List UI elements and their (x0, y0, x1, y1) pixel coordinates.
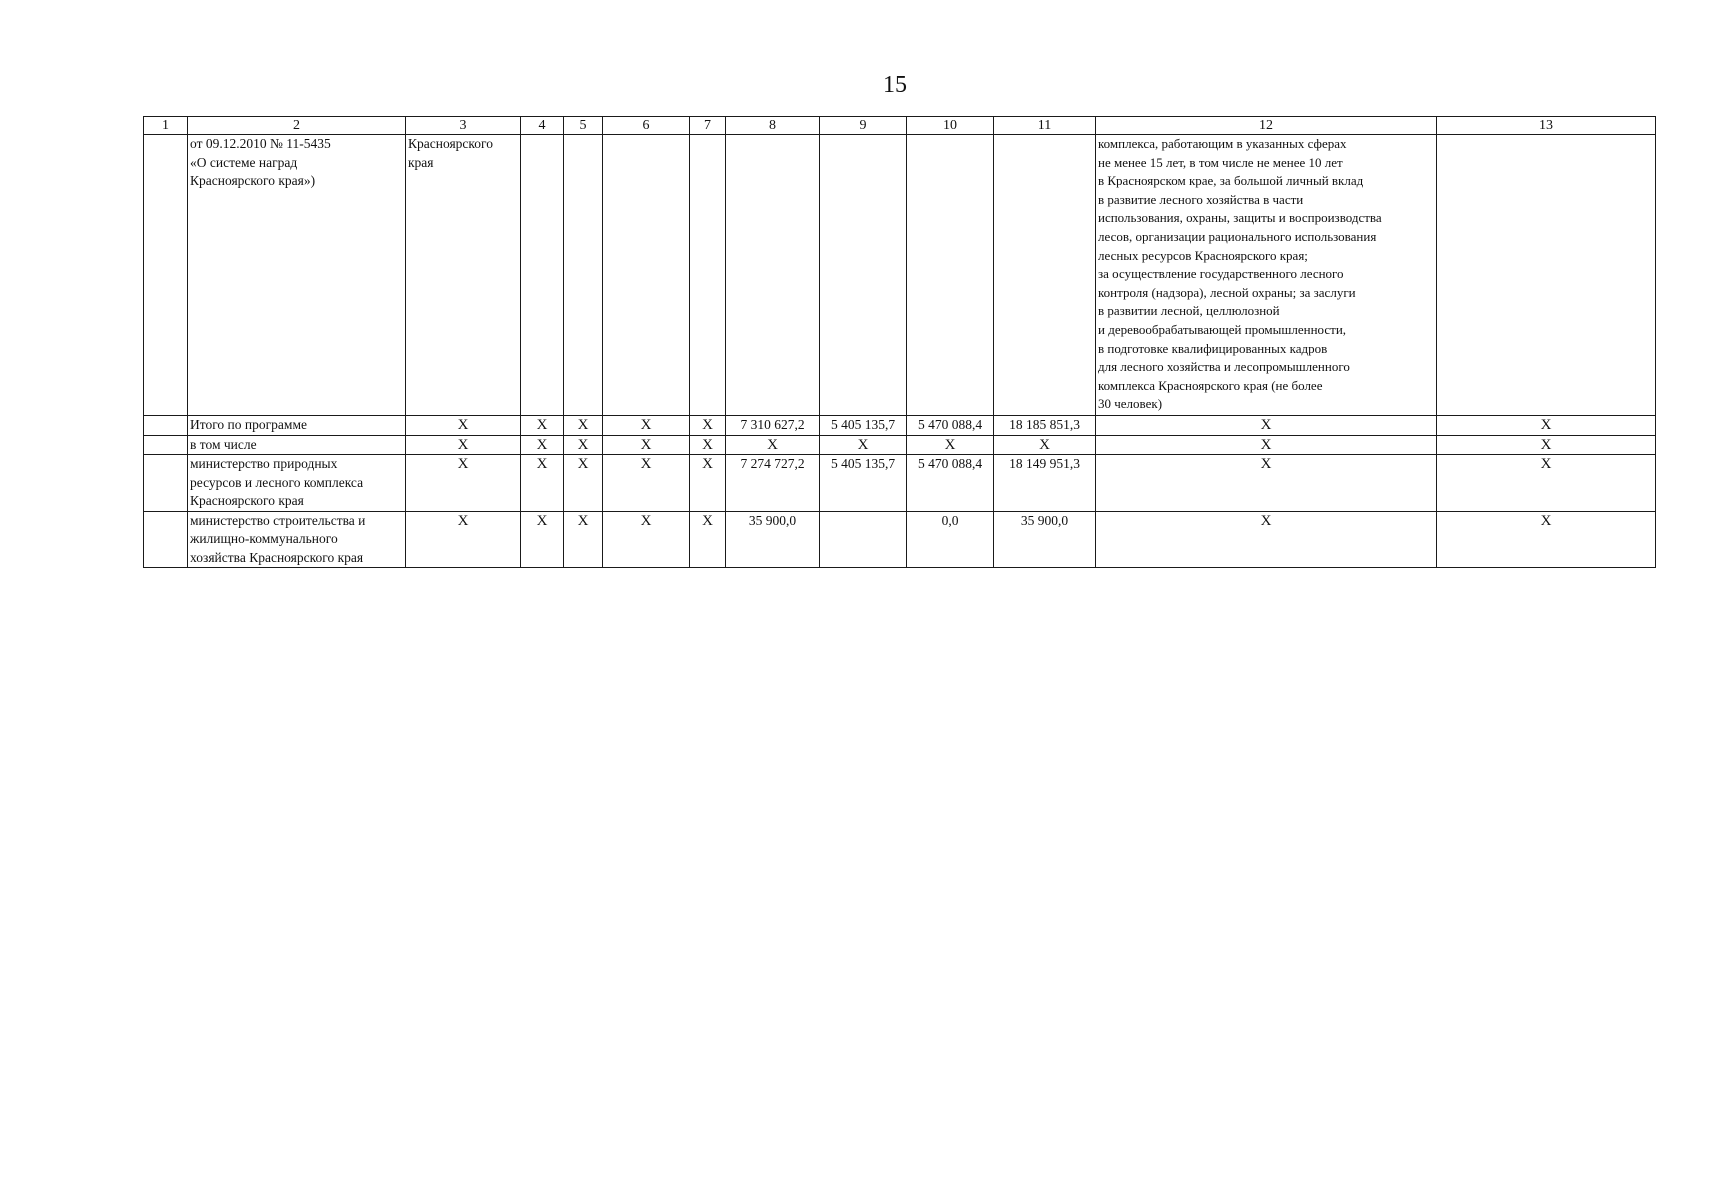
table-cell: X (406, 435, 521, 455)
table-row-program-total (144, 416, 1656, 436)
table-cell-amount: 5 470 088,4 (907, 455, 994, 512)
column-header-4: 4 (521, 117, 564, 135)
table-cell-amount (820, 511, 907, 568)
table-cell: X (1096, 416, 1437, 436)
table-cell: X (564, 455, 603, 512)
table-cell-region: Красноярского края (406, 135, 521, 416)
table-cell: X (907, 435, 994, 455)
table-cell (994, 135, 1096, 416)
table-cell-amount: 7 310 627,2 (726, 416, 820, 436)
table-cell-amount: 18 185 851,3 (994, 416, 1096, 436)
column-number-row (144, 117, 1656, 135)
table-cell: X (521, 511, 564, 568)
table-cell: X (406, 416, 521, 436)
table-cell: X (521, 416, 564, 436)
column-header-10: 10 (907, 117, 994, 135)
table-cell-amount: 35 900,0 (994, 511, 1096, 568)
column-header-9: 9 (820, 117, 907, 135)
table-cell: X (690, 455, 726, 512)
table-cell (144, 135, 188, 416)
table-cell (144, 435, 188, 455)
table-cell (726, 135, 820, 416)
table-cell: X (521, 435, 564, 455)
column-header-6: 6 (603, 117, 690, 135)
table-cell: X (1096, 455, 1437, 512)
table-cell: X (603, 435, 690, 455)
table-cell: X (690, 511, 726, 568)
column-header-5: 5 (564, 117, 603, 135)
table-cell-amount: 5 405 135,7 (820, 416, 907, 436)
table-cell (144, 455, 188, 512)
table-cell-row-label: министерство природных ресурсов и лесного комплекса Красноярского края (188, 455, 406, 512)
table-cell-row-label: Итого по программе (188, 416, 406, 436)
table-cell-result-description: комплекса, работающим в указанных сферах не менее 15 лет, в том числе не менее 10 лет в Красноярском крае, за большой личный вклад в развитие лесного хозяйства в части использования, охраны, защиты и воспроизводства лесов, организации рационального использования лесных ресурсов Красноярского края; за осуществление государственного лесного контроля (надзора), лесной охраны; за заслуги в развитии лесной, целлюлозной и деревообрабатывающей промышленности, в подготовке квалифицированных кадров для лесного хозяйства и лесопромышленного комплекса Красноярского края (не более 30 человек) (1096, 135, 1437, 416)
table-cell (907, 135, 994, 416)
table-row-including (144, 435, 1656, 455)
table-cell (603, 135, 690, 416)
table-cell: X (994, 435, 1096, 455)
table-cell: X (1437, 416, 1656, 436)
table-cell-amount: 0,0 (907, 511, 994, 568)
table-cell: X (726, 435, 820, 455)
table-cell: X (564, 416, 603, 436)
column-header-12: 12 (1096, 117, 1437, 135)
table-cell (144, 511, 188, 568)
column-header-7: 7 (690, 117, 726, 135)
table-cell: X (603, 511, 690, 568)
table-cell: X (1096, 511, 1437, 568)
table-cell (820, 135, 907, 416)
table-cell: X (406, 511, 521, 568)
table-cell-amount: 5 405 135,7 (820, 455, 907, 512)
column-header-13: 13 (1437, 117, 1656, 135)
table-cell: X (1437, 435, 1656, 455)
table-cell: X (406, 455, 521, 512)
table-cell: X (690, 416, 726, 436)
page-number: 15 (883, 72, 907, 98)
column-header-11: 11 (994, 117, 1096, 135)
table-row-ministry-construction (144, 511, 1656, 568)
table-cell-row-label: министерство строительства и жилищно-коммунального хозяйства Красноярского края (188, 511, 406, 568)
table-cell: X (690, 435, 726, 455)
table-cell-row-label: в том числе (188, 435, 406, 455)
table-row-ministry-natural-resources (144, 455, 1656, 512)
table-cell: X (820, 435, 907, 455)
table-cell (690, 135, 726, 416)
column-header-8: 8 (726, 117, 820, 135)
table-row-award-description (144, 135, 1656, 416)
column-header-1: 1 (144, 117, 188, 135)
table-cell: X (1096, 435, 1437, 455)
table-cell: X (603, 455, 690, 512)
table-cell (564, 135, 603, 416)
table-cell: X (564, 511, 603, 568)
table-cell-amount: 18 149 951,3 (994, 455, 1096, 512)
table-cell: X (1437, 455, 1656, 512)
table-cell: X (564, 435, 603, 455)
table-cell (144, 416, 188, 436)
table-cell: X (603, 416, 690, 436)
column-header-2: 2 (188, 117, 406, 135)
column-header-3: 3 (406, 117, 521, 135)
table-cell-amount: 7 274 727,2 (726, 455, 820, 512)
table-cell: X (521, 455, 564, 512)
table-cell (1437, 135, 1656, 416)
table-cell-amount: 5 470 088,4 (907, 416, 994, 436)
table-cell: X (1437, 511, 1656, 568)
table-cell (521, 135, 564, 416)
table-cell-amount: 35 900,0 (726, 511, 820, 568)
table-cell-document-reference: от 09.12.2010 № 11-5435 «О системе наград Красноярского края») (188, 135, 406, 416)
program-table (143, 116, 1656, 568)
